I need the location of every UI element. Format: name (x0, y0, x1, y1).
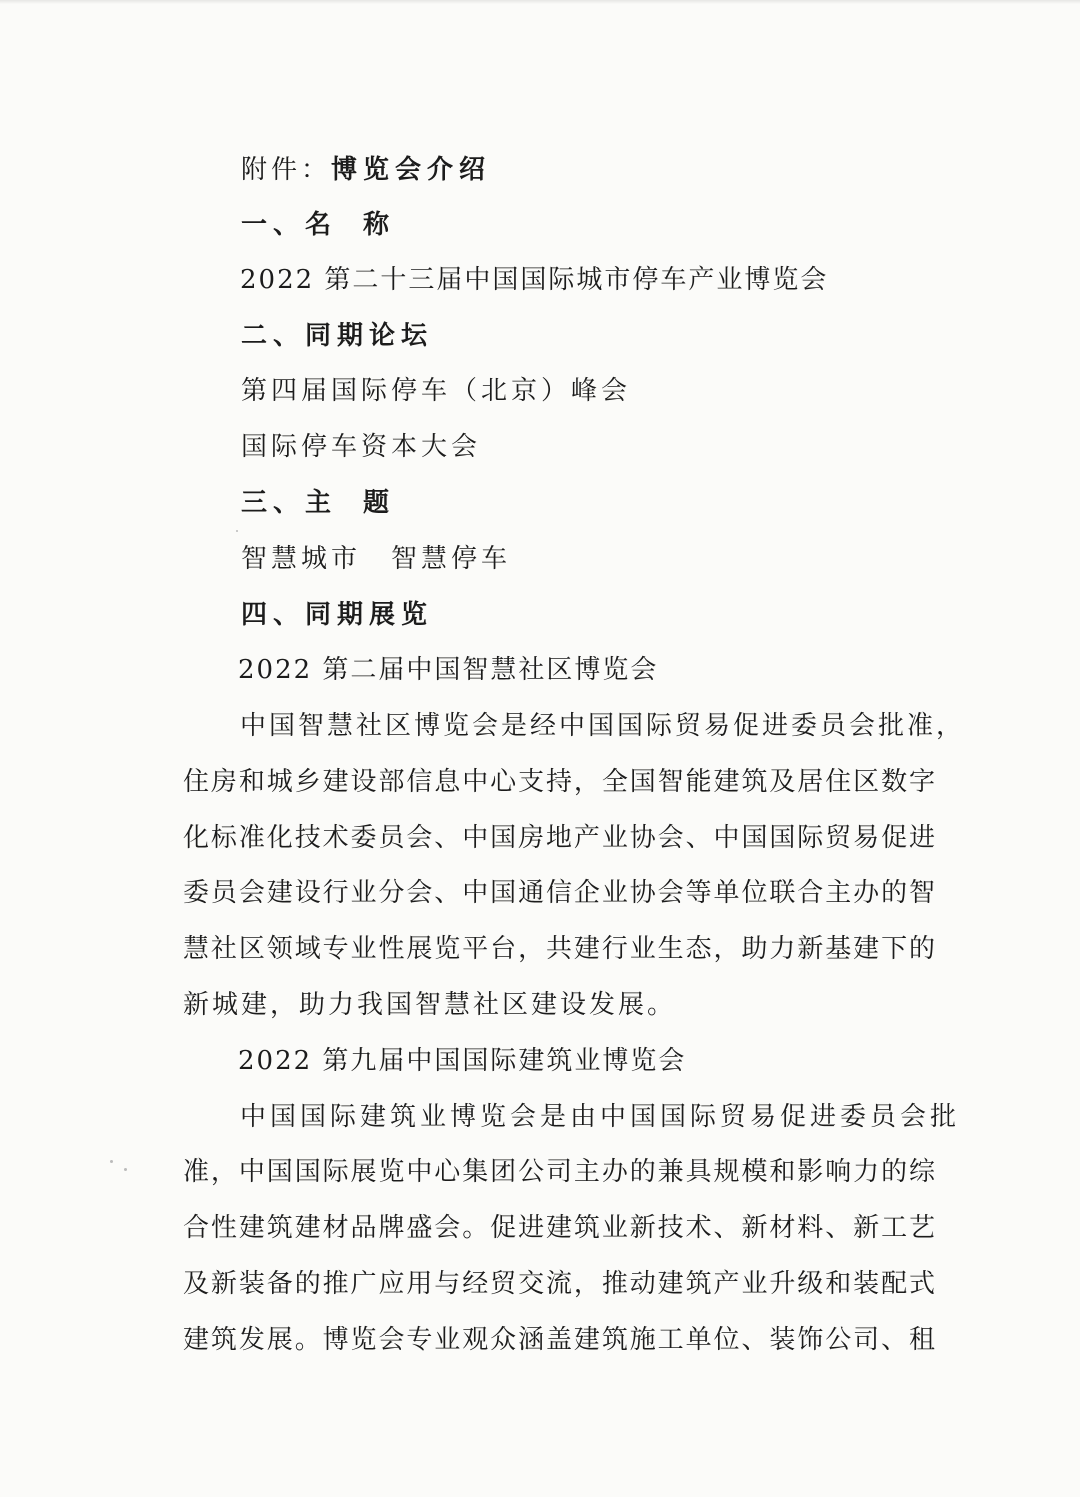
exhibition2-title: 2022 第九届中国国际建筑业博览会 (238, 1046, 687, 1076)
forum-item-1: 第四届国际停车（北京）峰会 (241, 376, 632, 406)
exhibition2-line-4: 及新装备的推广应用与经贸交流，推动建筑产业升级和装配式 (183, 1269, 935, 1299)
exhibition1-line-2: 住房和城乡建设部信息中心支持，全国智能建筑及居住区数字 (183, 767, 935, 797)
section1-content: 2022 第二十三届中国国际城市停车产业博览会 (240, 265, 829, 295)
exhibition1-line-1: 中国智慧社区博览会是经中国国际贸易促进委员会批准， (240, 711, 966, 741)
theme-smart-parking: 智慧停车 (391, 544, 512, 574)
section1-heading (241, 208, 395, 242)
exhibition2-line-2: 准，中国国际展览中心集团公司主办的兼具规模和影响力的综 (183, 1157, 935, 1187)
section1-heading-tail: 称 (363, 210, 396, 240)
attachment-prefix: 附件： (241, 155, 332, 185)
exhibition2-line-1: 中国国际建筑业博览会是由中国国际贸易促进委员会批 (240, 1102, 961, 1132)
forum-item-2: 国际停车资本大会 (241, 432, 482, 462)
exhibition1-line-4: 委员会建设行业分会、中国通信企业协会等单位联合主办的智 (183, 878, 935, 908)
page-scan-edge (0, 0, 1080, 4)
scan-speck (110, 1160, 113, 1163)
attachment-title: 博览会介绍 (331, 155, 492, 185)
exhibition1-line-3: 化标准化技术委员会、中国房地产业协会、中国国际贸易促进 (183, 823, 935, 853)
section3-content (241, 542, 511, 576)
exhibition2-line-3: 合性建筑建材品牌盛会。促进建筑业新技术、新材料、新工艺 (183, 1213, 935, 1243)
exhibition2-line-5: 建筑发展。博览会专业观众涵盖建筑施工单位、装饰公司、租 (183, 1325, 935, 1355)
attachment-line (241, 153, 491, 187)
exhibition1-line-5: 慧社区领域专业性展览平台，共建行业生态，助力新基建下的 (183, 934, 935, 964)
scan-speck (124, 1168, 127, 1171)
section1-heading-text: 一、名 (241, 210, 338, 240)
section3-heading-tail: 题 (363, 488, 396, 518)
section4-heading: 四、同期展览 (241, 600, 434, 630)
section2-heading: 二、同期论坛 (241, 321, 434, 351)
section3-heading-text: 三、主 (241, 488, 338, 518)
exhibition1-line-6: 新城建，助力我国智慧社区建设发展。 (183, 990, 677, 1020)
theme-smart-city: 智慧城市 (241, 544, 362, 574)
exhibition1-title: 2022 第二届中国智慧社区博览会 (238, 655, 659, 685)
scan-speck (236, 530, 238, 532)
section3-heading (241, 486, 395, 520)
